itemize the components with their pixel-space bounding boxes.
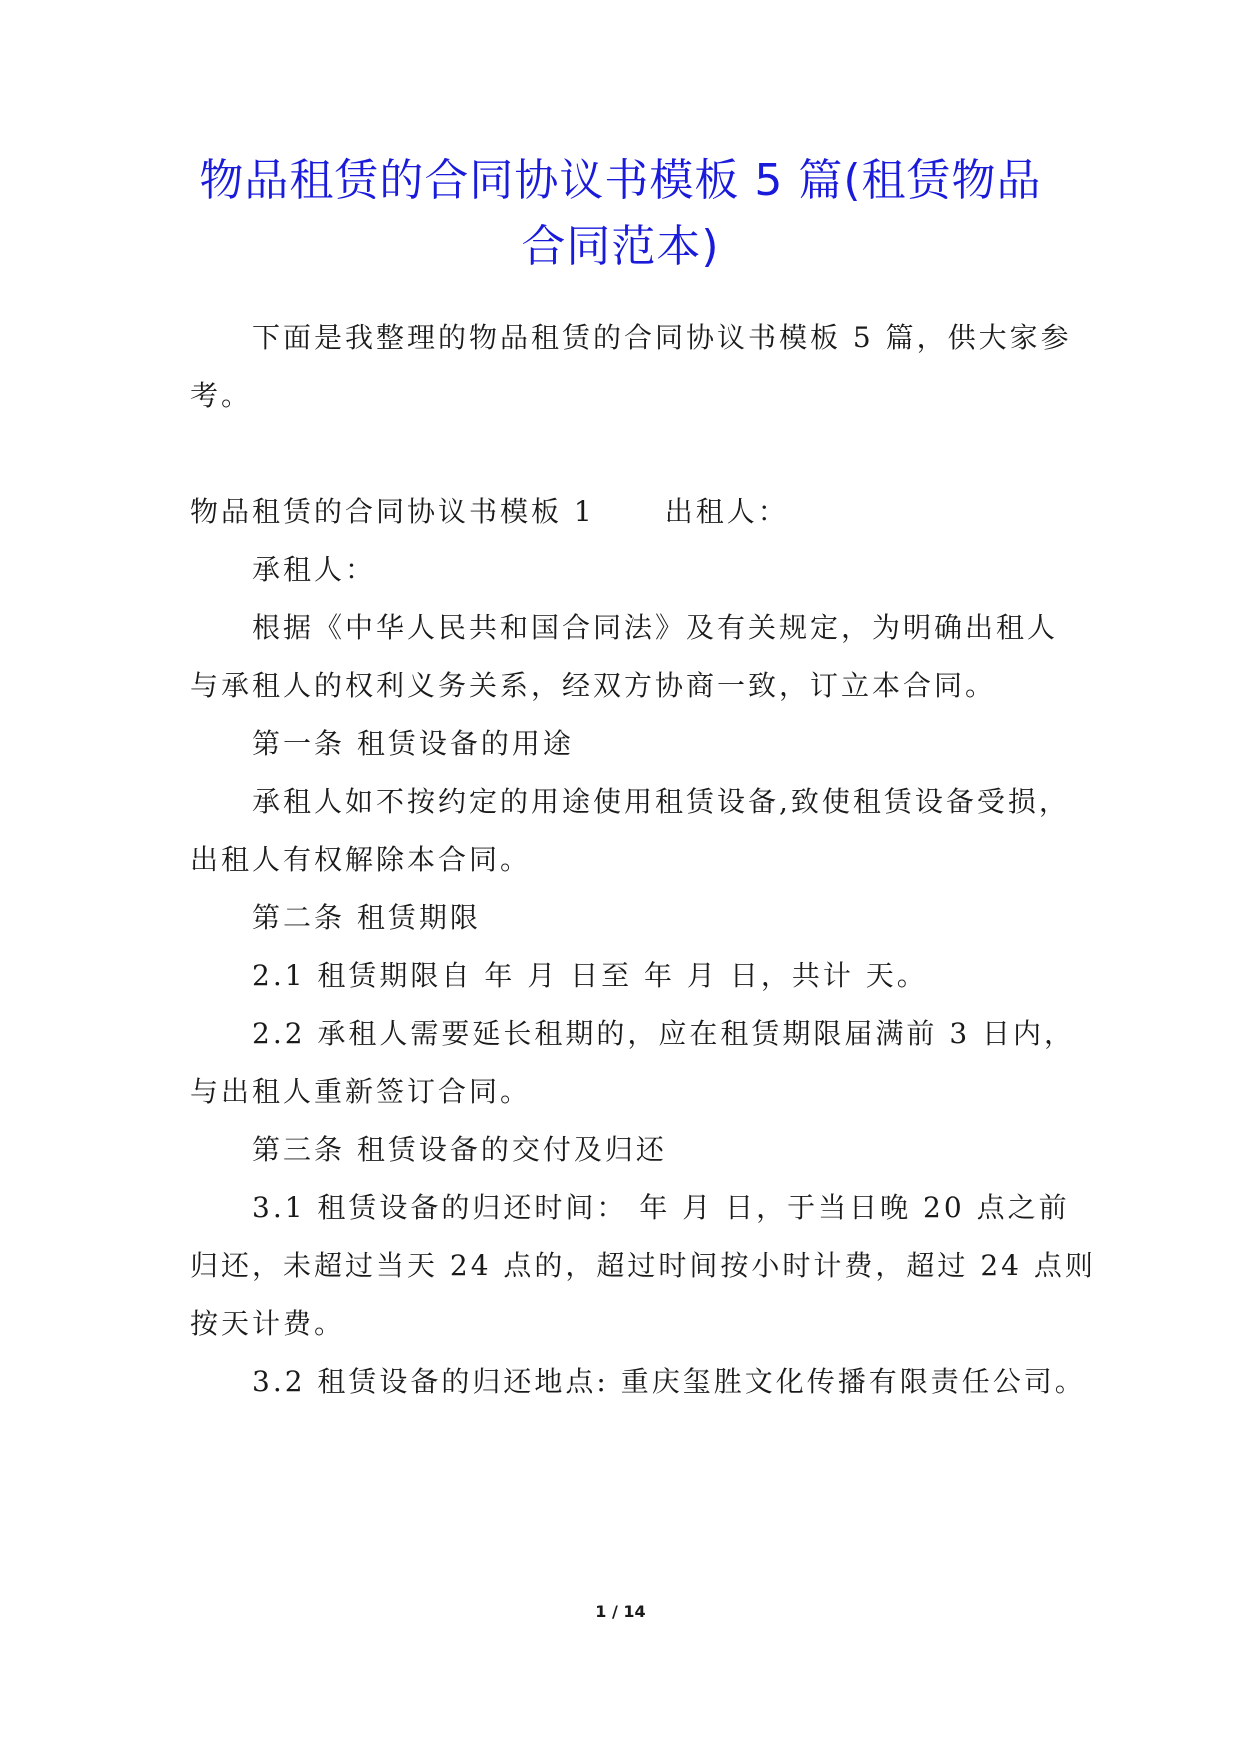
clause-3-1-line-2: 归还，未超过当天 24 点的，超过时间按小时计费，超过 24 点则 <box>190 1249 1096 1282</box>
clause-3-1-line-1: 3.1 租赁设备的归还时间： 年 月 日，于当日晚 20 点之前 <box>252 1191 1070 1224</box>
clause-2-1: 2.1 租赁期限自 年 月 日至 年 月 日，共计 天。 <box>252 959 928 992</box>
intro-paragraph-line-1: 下面是我整理的物品租赁的合同协议书模板 5 篇，供大家参 <box>252 321 1072 354</box>
article-1-line-2: 出租人有权解除本合同。 <box>190 843 532 876</box>
document-title-line-1: 物品租赁的合同协议书模板 5 篇(租赁物品 <box>199 155 1042 206</box>
lessor-label: 出租人： <box>664 495 789 528</box>
clause-3-2: 3.2 租赁设备的归还地点: 重庆玺胜文化传播有限责任公司。 <box>252 1365 1086 1398</box>
article-3-title: 第三条 租赁设备的交付及归还 <box>252 1133 667 1166</box>
clause-2-2-line-2: 与出租人重新签订合同。 <box>190 1075 532 1108</box>
section-heading-row <box>190 492 789 532</box>
document-title-line-2: 合同范本) <box>521 221 720 272</box>
article-1-line-1: 承租人如不按约定的用途使用租赁设备,致使租赁设备受损， <box>252 785 1070 818</box>
preamble-line-1: 根据《中华人民共和国合同法》及有关规定，为明确出租人 <box>252 611 1059 644</box>
preamble-line-2: 与承租人的权利义务关系，经双方协商一致，订立本合同。 <box>190 669 997 702</box>
intro-paragraph-line-2: 考。 <box>190 379 253 412</box>
section-heading: 物品租赁的合同协议书模板 1 <box>190 495 595 528</box>
clause-3-1-line-3: 按天计费。 <box>190 1307 346 1340</box>
page-number: 1 / 14 <box>595 1602 646 1621</box>
article-2-title: 第二条 租赁期限 <box>252 901 481 934</box>
article-1-title: 第一条 租赁设备的用途 <box>252 727 574 760</box>
lessee-label: 承租人： <box>252 553 377 586</box>
clause-2-2-line-1: 2.2 承租人需要延长租期的，应在租赁期限届满前 3 日内， <box>252 1017 1076 1050</box>
